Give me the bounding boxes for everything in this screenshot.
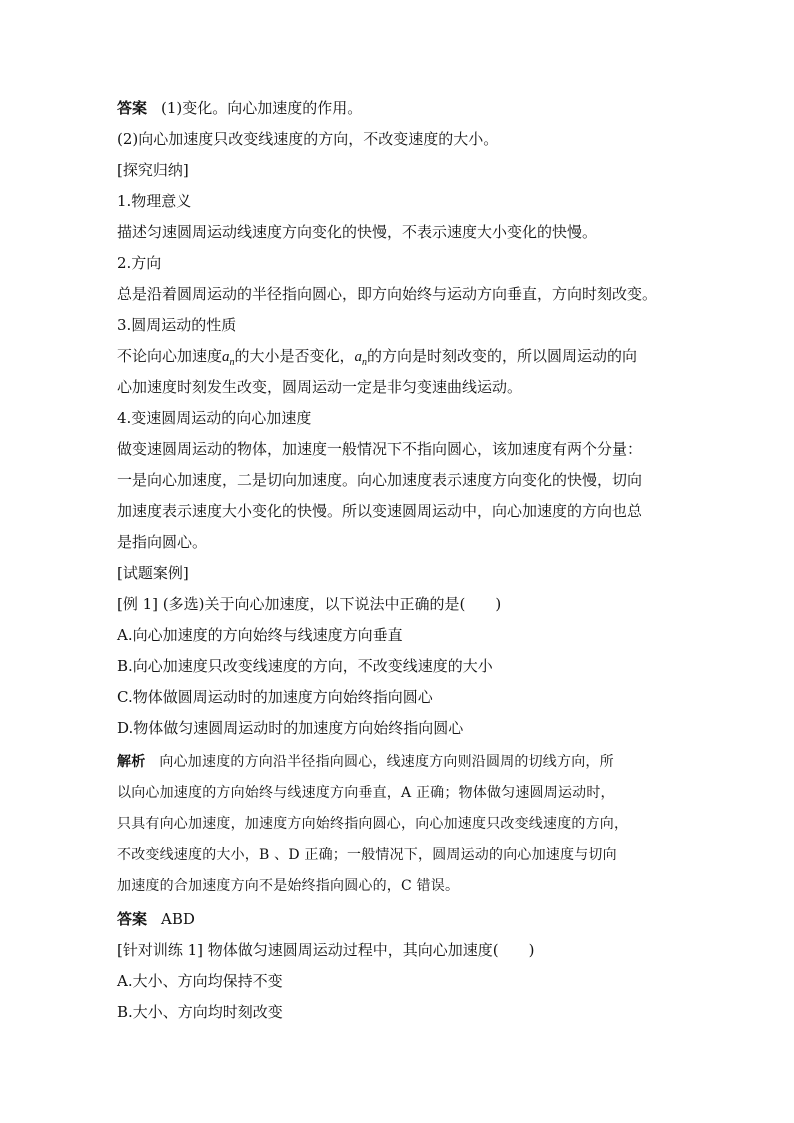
training-1-option-a: A.大小、方向均保持不变 xyxy=(117,972,283,990)
s3-text-c: 的方向是时刻改变的，所以圆周运动的向 xyxy=(367,347,638,365)
answer-2-label: 答案 xyxy=(117,910,148,928)
analysis-line-2: 以向心加速度的方向始终与线速度方向垂直，A 正确；物体做匀速圆周运动时， xyxy=(117,785,615,801)
analysis-line-5: 加速度的合加速度方向不是始终指向圆心的，C 错误。 xyxy=(117,878,460,894)
section-4-line-2: 一是向心加速度，二是切向加速度。向心加速度表示速度方向变化的快慢，切向 xyxy=(117,471,643,489)
symbol-an: $a_n$ xyxy=(222,349,235,368)
section-1-text: 描述匀速圆周运动线速度方向变化的快慢，不表示速度大小变化的快慢。 xyxy=(117,223,598,241)
section-3-title: 3.圆周运动的性质 xyxy=(117,316,237,334)
answer-1-line-2: (2)向心加速度只改变线速度的方向，不改变速度的大小。 xyxy=(117,130,499,148)
example-1-option-a: A.向心加速度的方向始终与线速度方向垂直 xyxy=(117,626,403,644)
section-2-title: 2.方向 xyxy=(117,254,162,272)
analysis-line-3: 只具有向心加速度，加速度方向始终指向圆心，向心加速度只改变线速度的方向， xyxy=(117,816,629,832)
explore-heading: [探究归纳] xyxy=(117,161,189,179)
answer-2-line xyxy=(117,908,687,930)
answer-label: 答案 xyxy=(117,99,148,117)
analysis-line-4: 不改变线速度的大小，B 、D 正确；一般情况下，圆周运动的向心加速度与切向 xyxy=(117,847,617,863)
analysis-line-1: 解析 向心加速度的方向沿半径指向圆心，线速度方向则沿圆周的切线方向，所 xyxy=(117,754,614,770)
analysis-label: 解析 xyxy=(117,754,146,770)
section-4-line-3: 加速度表示速度大小变化的快慢。所以变速圆周运动中，向心加速度的方向也总 xyxy=(117,502,643,520)
section-4-line-1: 做变速圆周运动的物体，加速度一般情况下不指向圆心，该加速度有两个分量： xyxy=(117,440,643,458)
section-1-title: 1.物理意义 xyxy=(117,192,192,210)
example-1-option-c: C.物体做圆周运动时的加速度方向始终指向圆心 xyxy=(117,688,433,706)
training-1-stem: [针对训练 1] 物体做匀速圆周运动过程中，其向心加速度( ) xyxy=(117,941,535,959)
example-1-option-b: B.向心加速度只改变线速度的方向，不改变线速度的大小 xyxy=(117,657,493,675)
s3-text-b: 的大小是否变化， xyxy=(234,347,355,365)
answer-1-line xyxy=(117,97,687,119)
section-3-text-line-2: 心加速度时刻发生改变，圆周运动一定是非匀变速曲线运动。 xyxy=(117,378,523,396)
example-1-option-d: D.物体做匀速圆周运动时的加速度方向始终指向圆心 xyxy=(117,719,464,737)
section-3-text-line-1 xyxy=(117,345,687,374)
answer-text: (1)变化。向心加速度的作用。 xyxy=(161,99,363,117)
symbol-an-2: $a_n$ xyxy=(354,349,368,368)
answer-2-text: ABD xyxy=(161,910,195,928)
example-1-stem: [例 1] (多选)关于向心加速度，以下说法中正确的是( ) xyxy=(117,595,502,613)
training-1-option-b: B.大小、方向均时刻改变 xyxy=(117,1003,283,1021)
s3-text-a: 不论向心加速度 xyxy=(117,347,223,365)
section-4-title: 4.变速圆周运动的向心加速度 xyxy=(117,409,312,427)
example-heading: [试题案例] xyxy=(117,564,189,582)
section-2-text: 总是沿着圆周运动的半径指向圆心，即方向始终与运动方向垂直，方向时刻改变。 xyxy=(117,285,658,303)
section-4-line-4: 是指向圆心。 xyxy=(117,533,208,551)
